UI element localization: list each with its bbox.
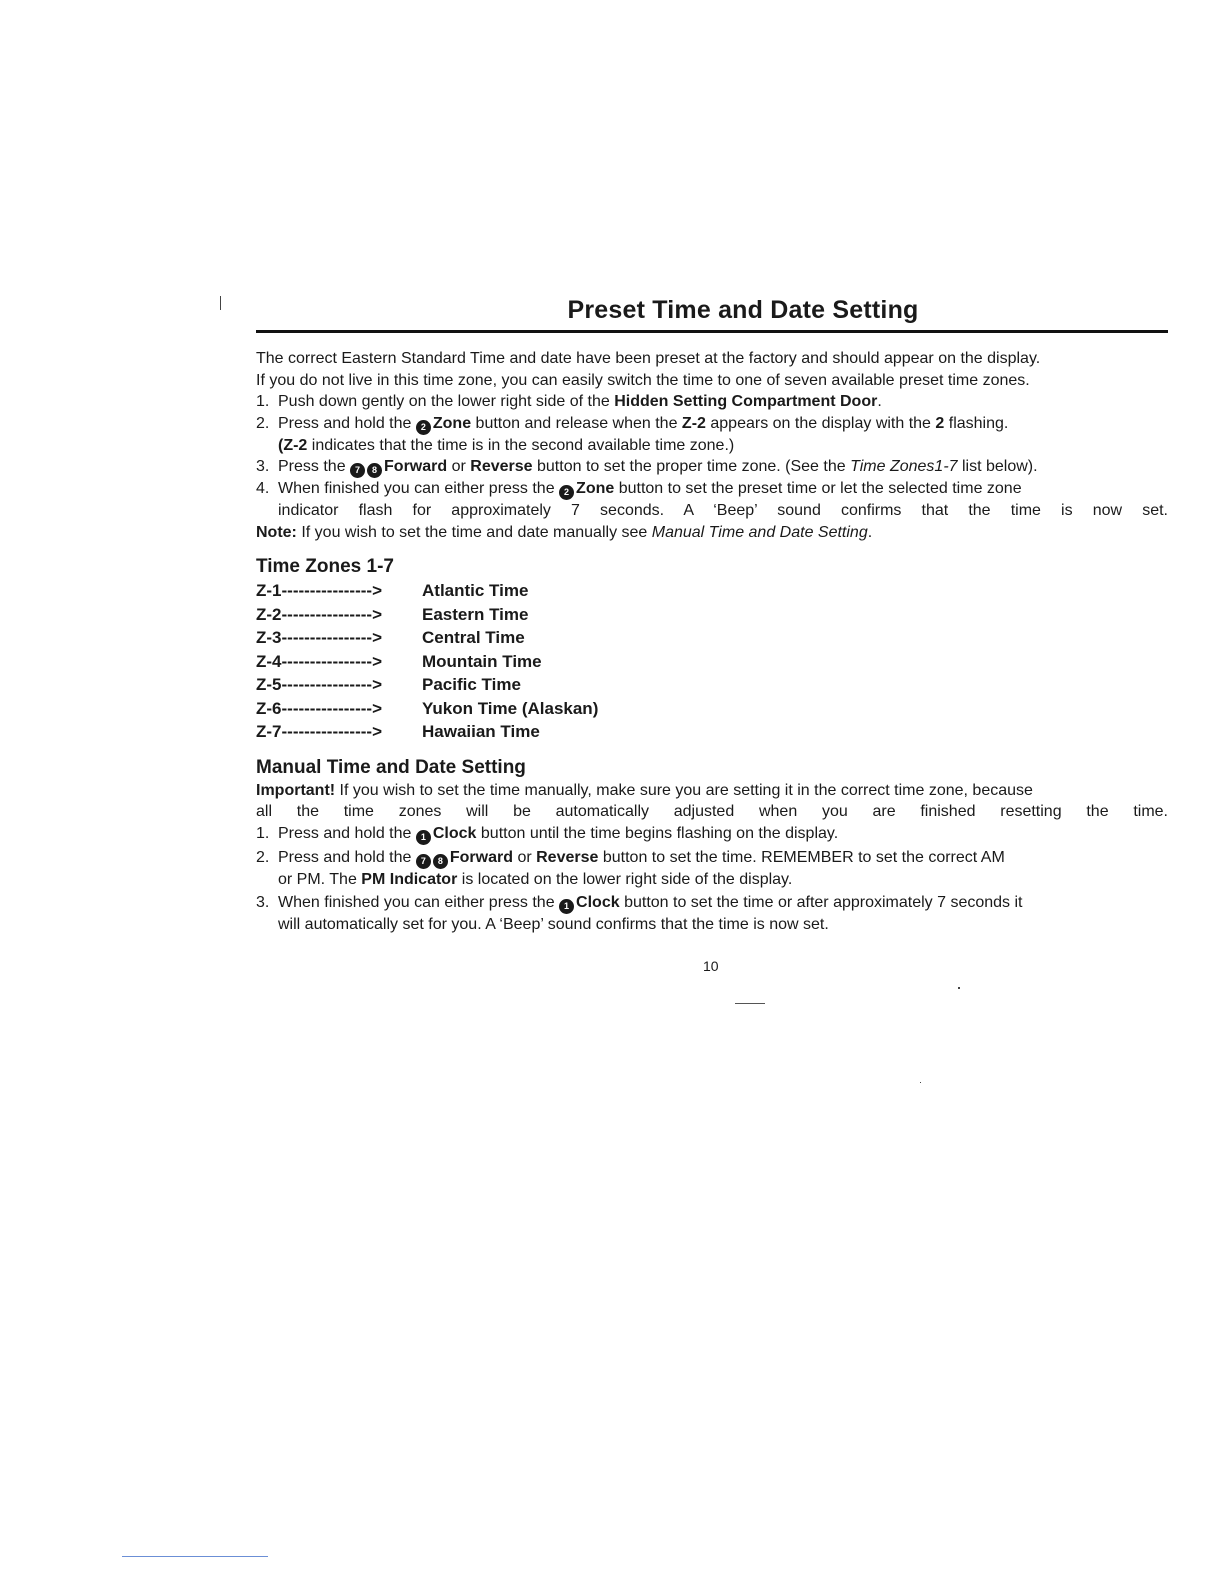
- step-text: Press and hold the: [278, 414, 416, 432]
- step-text: indicator flash for approximately 7 seconds. A ‘Beep’ sound confirms that the time is now set.: [278, 502, 1168, 519]
- page-number: 10: [703, 958, 719, 974]
- page-title: Preset Time and Date Setting: [567, 296, 919, 324]
- step-bold: Clock: [432, 824, 477, 842]
- scan-speck: [958, 987, 960, 989]
- step-bold: Reverse: [470, 458, 533, 475]
- intro-line-1: The correct Eastern Standard Time and date have been preset at the factory and should appear on the display.: [256, 350, 1041, 367]
- step-bold: Forward: [449, 848, 513, 866]
- note-italic: Manual Time and Date Setting: [651, 523, 868, 541]
- step-text: or: [513, 848, 537, 866]
- zone-row: [256, 579, 1168, 603]
- step-bold: Hidden Setting Compartment Door: [614, 393, 878, 410]
- step-bold: Zone: [576, 480, 615, 497]
- step-number: 1.: [256, 393, 270, 410]
- preset-step-2: [256, 413, 1168, 457]
- zone-code: Z-1---------------->: [256, 581, 383, 600]
- step-italic: Time Zones1-7: [850, 458, 958, 475]
- step-bold: (Z-2: [278, 436, 308, 454]
- button-1-icon: 1: [559, 899, 574, 914]
- step-text: will automatically set for you. A ‘Beep’ sound confirms that the time is now set.: [278, 916, 829, 933]
- time-zones-heading: Time Zones 1-7: [256, 556, 394, 577]
- step-bold: Z-2: [681, 414, 706, 432]
- step-text: flashing.: [944, 414, 1009, 432]
- step-bold: 2: [935, 414, 945, 432]
- step-text: When finished you can either press the: [278, 480, 560, 497]
- step-text: button until the time begins flashing on the display.: [476, 824, 839, 842]
- step-text: Press and hold the: [278, 848, 416, 866]
- step-number: 1.: [256, 824, 270, 842]
- step-text: Press the: [278, 458, 351, 475]
- manual-step-1: [256, 823, 1168, 845]
- step-bold: Clock: [576, 894, 620, 911]
- step-text: button to set the time or after approximately 7 seconds it: [619, 894, 1023, 911]
- step-text: or PM. The: [278, 870, 362, 888]
- intro-line-2: If you do not live in this time zone, you can easily switch the time to one of seven available preset time zones.: [256, 371, 1030, 389]
- step-text: button to set the proper time zone. (See the: [532, 458, 851, 475]
- step-text: or: [447, 458, 471, 475]
- step-text: When finished you can either press the: [278, 894, 560, 911]
- zone-row: [256, 603, 1168, 627]
- step-text: indicates that the time is in the second available time zone.): [307, 436, 735, 454]
- important-text: If you wish to set the time manually, make sure you are setting it in the correct time zone, because: [335, 781, 1033, 799]
- step-text: button to set the preset time or let the selected time zone: [614, 480, 1022, 497]
- manual-step-2: [256, 847, 1168, 891]
- step-bold: Reverse: [536, 848, 599, 866]
- step-bold: Zone: [432, 414, 472, 432]
- preset-steps-list: [256, 391, 1168, 522]
- zone-row: [256, 626, 1168, 650]
- step-number: 2.: [256, 848, 270, 866]
- step-text: is located on the lower right side of the display.: [457, 870, 793, 888]
- step-bold: PM Indicator: [361, 870, 458, 888]
- step-text: button and release when the: [471, 414, 682, 432]
- bottom-edge-line: [122, 1556, 268, 1557]
- scan-speck: [220, 296, 221, 310]
- step-number: 2.: [256, 414, 270, 432]
- zone-row: [256, 673, 1168, 697]
- important-line-1: [256, 780, 1168, 802]
- zone-name: Eastern Time: [422, 604, 529, 624]
- preset-step-4: [256, 478, 1168, 522]
- manual-heading: Manual Time and Date Setting: [256, 756, 526, 778]
- note-text: If you wish to set the time and date manually see: [296, 523, 652, 541]
- time-zones-list: [256, 579, 1168, 744]
- step-text: list below).: [957, 458, 1038, 475]
- scan-mark: [735, 1003, 765, 1004]
- note-label: Note:: [256, 523, 297, 541]
- step-text: appears on the display with the: [705, 414, 936, 432]
- step-number: 3.: [256, 458, 270, 475]
- zone-code: Z-4---------------->: [256, 651, 383, 671]
- button-1-icon: 1: [416, 830, 431, 845]
- step-text: Push down gently on the lower right side of the: [278, 393, 615, 410]
- manual-step-3: [256, 892, 1168, 936]
- zone-code: Z-2---------------->: [256, 604, 383, 624]
- zone-name: Yukon Time (Alaskan): [422, 698, 599, 718]
- page-body: [256, 348, 1168, 936]
- button-7-icon: 7: [350, 463, 365, 478]
- zone-name: Central Time: [422, 628, 525, 647]
- zone-row: [256, 697, 1168, 721]
- zone-row: [256, 720, 1168, 744]
- zone-name: Pacific Time: [422, 675, 521, 694]
- note-line: [256, 522, 1168, 544]
- preset-step-1: [256, 391, 1168, 413]
- step-text: .: [877, 393, 882, 410]
- manual-steps-list: [256, 823, 1168, 936]
- step-text: button to set the time. REMEMBER to set the correct AM: [598, 848, 1005, 866]
- important-line-2: all the time zones will be automatically adjusted when you are finished resetting the time.: [256, 803, 1168, 820]
- button-7-icon: 7: [416, 854, 431, 869]
- zone-name: Hawaiian Time: [422, 722, 540, 741]
- zone-code: Z-3---------------->: [256, 628, 383, 647]
- button-8-icon: 8: [367, 463, 382, 478]
- zone-code: Z-7---------------->: [256, 722, 383, 741]
- zone-row: [256, 650, 1168, 674]
- zone-name: Atlantic Time: [422, 581, 529, 600]
- note-text: .: [867, 523, 873, 541]
- title-rule: [256, 330, 1168, 333]
- button-8-icon: 8: [433, 854, 448, 869]
- step-text: Press and hold the: [278, 824, 416, 842]
- button-2-icon: 2: [416, 420, 431, 435]
- zone-name: Mountain Time: [422, 651, 542, 671]
- zone-code: Z-5---------------->: [256, 675, 383, 694]
- important-label: Important!: [256, 781, 336, 799]
- step-number: 4.: [256, 480, 270, 497]
- scan-speck: [920, 1082, 921, 1083]
- zone-code: Z-6---------------->: [256, 698, 383, 718]
- preset-step-3: [256, 456, 1168, 478]
- button-2-icon: 2: [559, 485, 574, 500]
- step-bold: Forward: [384, 458, 448, 475]
- step-number: 3.: [256, 894, 270, 911]
